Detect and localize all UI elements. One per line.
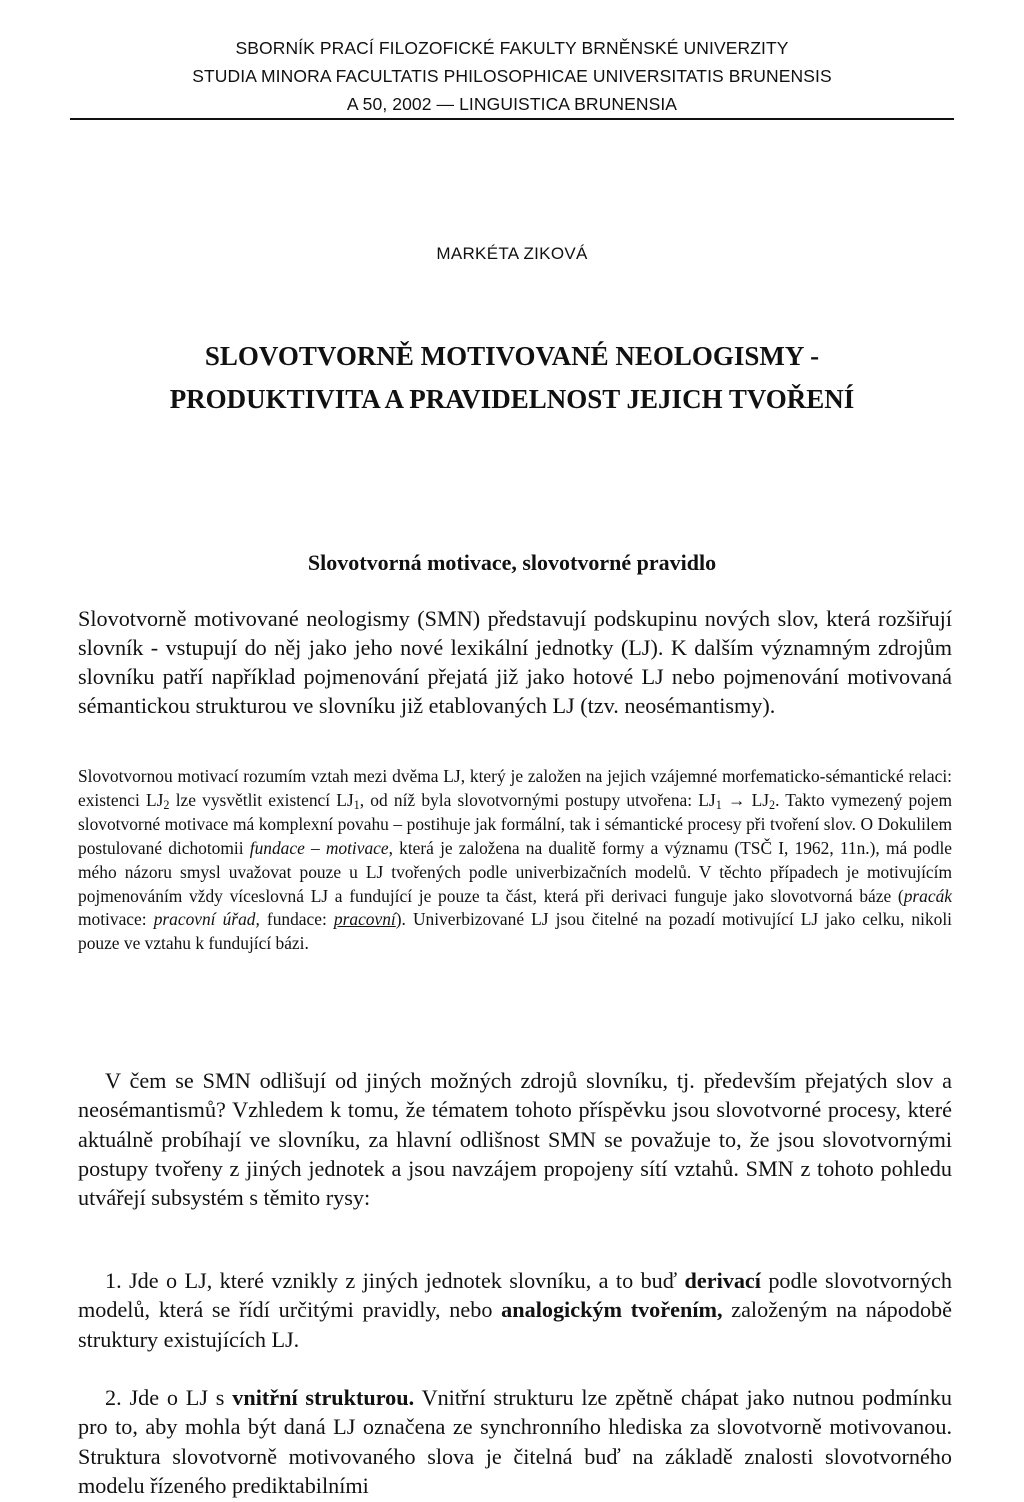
italic-term: fundace – motivace: [249, 837, 389, 858]
text-run: fundace:: [259, 909, 334, 930]
italic-term: pracovní úřad,: [153, 909, 260, 930]
paragraph-smn-features: V čem se SMN odlišují od jiných možných zdrojů slovníku, tj. především přejatých slov a neosémantismů? Vzhledem k tomu, že tématem tohoto příspěvku jsou slovotvorné procesy, které aktuálně probíhají ve slovníku, za hlavní odlišnost SMN se považuje to, že jsou slovotvornými postupy tvořeny z jiných jednotek a jsou navzájem propojeny sítí vztahů. SMN z tohoto pohledu utvářejí subsystém s těmito rysy:: [78, 1068, 952, 1211]
text-run: založeným na nápodobě struktury existujících LJ.: [78, 1297, 952, 1352]
article-title-line-1: SLOVOTVORNĚ MOTIVOVANÉ NEOLOGISMY -: [204, 341, 820, 371]
list-item-1: [78, 1266, 952, 1354]
text-run: 1. Jde o LJ, které vznikly z jiných jednotek slovníku, a to buď: [105, 1268, 685, 1293]
paragraph-motivation-definition: [78, 765, 952, 956]
paragraph-intro: Slovotvorně motivované neologismy (SMN) představují podskupinu nových slov, která rozšiřují slovník - vstupují do něj jako jeho nové lexikální jednotky (LJ). K dalším významným zdrojům slovníku patří například pojmenování přejatá již jako hotové LJ nebo pojmenování motivovaná sémantickou strukturou ve slovníku již etablovaných LJ (tzv. neosémantismy).: [78, 606, 952, 718]
article-title: [70, 335, 954, 421]
italic-term: pracák: [903, 885, 952, 906]
text-run: Vnitřní strukturu lze zpětně chápat jako nutnou podmínku pro to, aby mohla být daná LJ označena ze synchronního hlediska za slovotvorně motivovanou. Struktura slovotvorně motivovaného slova je čitelná buď na základě znalosti slovotvorného modelu řízeného prediktabilními: [78, 1385, 953, 1498]
journal-header: [70, 34, 954, 118]
text-run: podle slovotvorných modelů, která se řídí určitými pravidly, nebo: [78, 1268, 952, 1323]
text-run: motivace:: [78, 909, 154, 930]
journal-header-line-3: A 50, 2002 — LINGUISTICA BRUNENSIA: [346, 94, 678, 114]
italic-term: pracovní: [333, 909, 396, 930]
journal-header-line-2: STUDIA MINORA FACULTATIS PHILOSOPHICAE UNIVERSITATIS BRUNENSIS: [192, 66, 832, 86]
bold-term: derivací: [684, 1268, 761, 1293]
bold-term: analogickým tvořením,: [501, 1297, 723, 1323]
text-run: 2. Jde o LJ s: [105, 1385, 233, 1410]
subscript: 2: [163, 797, 170, 812]
text-run: → LJ: [721, 789, 769, 810]
section-heading: Slovotvorná motivace, slovotvorné pravidlo: [307, 550, 717, 575]
subscript: 1: [715, 797, 722, 812]
header-divider: [70, 118, 954, 120]
author-name: MARKÉTA ZIKOVÁ: [436, 244, 588, 263]
text-run: lze vysvětlit existencí LJ: [169, 789, 354, 810]
text-run: , která je založena na dualitě formy a významu (TSČ I, 1962, 11n.), má podle mého názoru smysl uvažovat pouze u LJ tvořených podle univerbizačních modelů. V těchto případech je motivujícím pojmenováním vždy víceslovná LJ a fundující je pouze ta část, která při derivaci funguje jako slovotvorná báze (: [78, 837, 952, 906]
bold-term: vnitřní strukturou.: [232, 1385, 415, 1410]
article-title-line-2: PRODUKTIVITA A PRAVIDELNOST JEJICH TVOŘENÍ: [169, 384, 855, 414]
text-run: ). Univerbizované LJ jsou čitelné na pozadí motivující LJ jako celku, nikoli pouze ve vztahu k fundující bázi.: [78, 909, 953, 954]
subscript: 2: [768, 797, 776, 812]
text-run: . Takto vymezený pojem slovotvorné motivace má komplexní povahu – postihuje jak formální, tak i sémantické procesy při tvoření slov. O Dokulilem postulované dichotomii: [78, 789, 952, 858]
journal-header-line-1: SBORNÍK PRACÍ FILOZOFICKÉ FAKULTY BRNĚNSKÉ UNIVERZITY: [235, 38, 789, 58]
subscript: 1: [353, 797, 360, 812]
text-run: , od níž byla slovotvornými postupy utvořena: LJ: [359, 789, 716, 810]
text-run: Slovotvornou motivací rozumím vztah mezi dvěma LJ, který je založen na jejich vzájemné morfematicko-sémantické relaci: existenci LJ: [78, 766, 952, 810]
list-item-2: [78, 1383, 952, 1500]
